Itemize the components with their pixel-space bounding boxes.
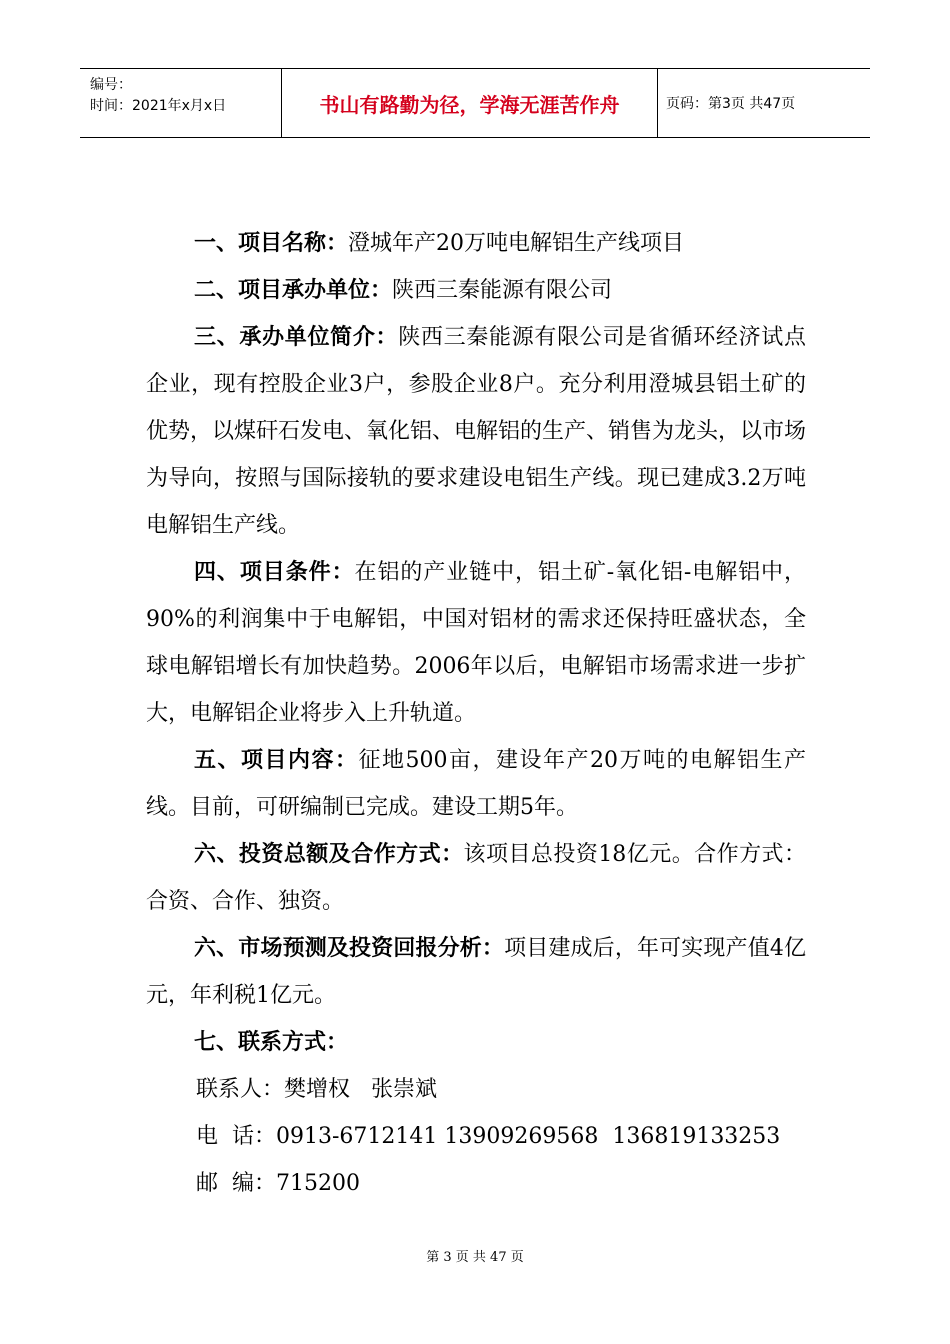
header-meta — [80, 69, 282, 137]
section-text: 澄城年产20万吨电解铝生产线项目 — [348, 231, 685, 256]
page-footer: 第 3 页 共 47 页 — [426, 1250, 524, 1265]
section-text: 项目建成后，年可实现产值4亿元，年利税1亿元。 — [146, 936, 806, 1008]
section-project-conditions — [146, 549, 806, 737]
document-body — [146, 220, 806, 1207]
section-heading: 二、项目承办单位： — [194, 278, 393, 303]
section-contact — [146, 1019, 806, 1066]
section-heading: 一、项目名称： — [194, 231, 349, 256]
section-text: 陕西三秦能源有限公司是省循环经济试点企业，现有控股企业3户，参股企业8户。充分利用澄城县铝土矿的优势，以煤矸石发电、氧化铝、电解铝的生产、销售为龙头，以市场为导向，按照与国际接轨的要求建设电铝生产线。现已建成3.2万吨电解铝生产线。 — [146, 325, 807, 538]
time-label: 时间：2021年x月x日 — [90, 98, 227, 114]
section-text: 陕西三秦能源有限公司 — [392, 278, 613, 303]
section-organizer-intro — [146, 314, 806, 549]
contact-phone: 电 话：0913-6712141 13909269568 136819133253 — [196, 1124, 781, 1149]
section-investment — [146, 831, 806, 925]
section-heading: 七、联系方式： — [194, 1030, 349, 1055]
section-heading: 六、投资总额及合作方式： — [194, 842, 464, 867]
section-market-forecast — [146, 925, 806, 1019]
section-project-content — [146, 737, 806, 831]
section-text: 征地500亩，建设年产20万吨的电解铝生产线。目前，可研编制已完成。建设工期5年。 — [146, 748, 806, 820]
document-header — [80, 68, 870, 138]
section-heading: 五、项目内容： — [194, 748, 359, 773]
number-label: 编号： — [90, 77, 132, 93]
contact-postcode: 邮 编：715200 — [196, 1171, 360, 1196]
section-text: 在铝的产业链中，铝土矿-氧化铝-电解铝中，90%的利润集中于电解铝，中国对铝材的需求还保持旺盛状态，全球电解铝增长有加快趋势。2006年以后，电解铝市场需求进一步扩大，电解铝企业将步入上升轨道。 — [146, 560, 806, 726]
section-text: 该项目总投资18亿元。合作方式：合资、合作、独资。 — [146, 842, 806, 914]
contact-person: 联系人：樊增权 张崇斌 — [196, 1077, 437, 1102]
header-page-label: 页码：第3页 共47页 — [666, 96, 796, 112]
header-motto: 书山有路勤为径，学海无涯苦作舟 — [282, 69, 658, 137]
section-heading: 四、项目条件： — [194, 560, 355, 585]
section-heading: 六、市场预测及投资回报分析： — [194, 936, 505, 961]
section-organizer — [146, 267, 806, 314]
section-heading: 三、承办单位简介： — [194, 325, 399, 350]
section-project-name — [146, 220, 806, 267]
